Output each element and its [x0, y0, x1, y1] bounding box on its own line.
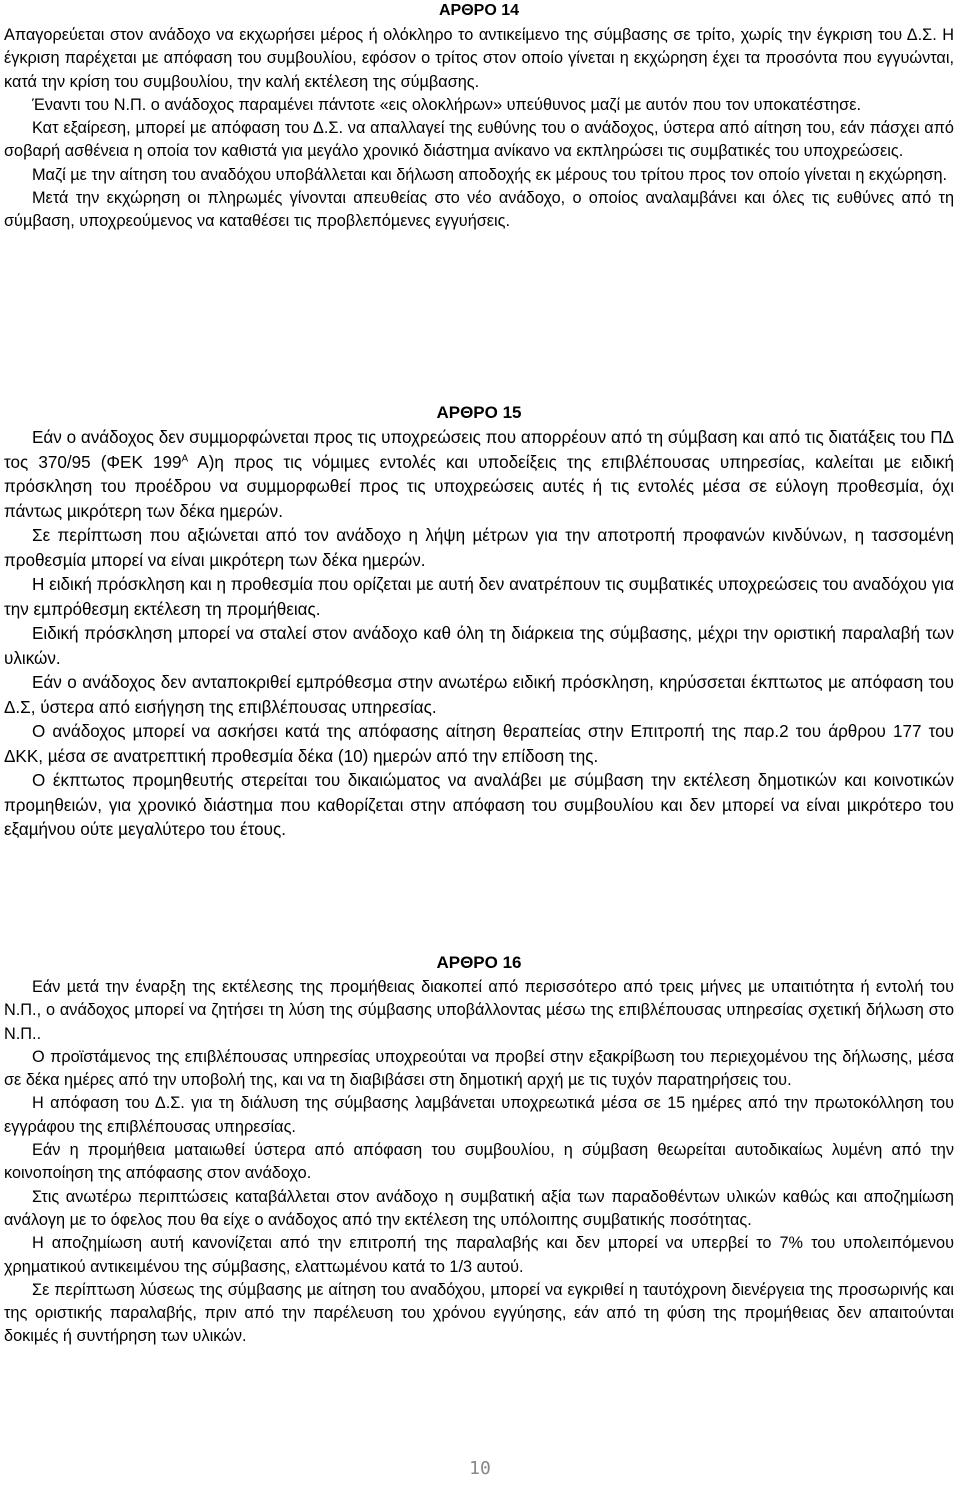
- article-15-paragraph-6: Ο ανάδοχος µπορεί να ασκήσει κατά της απόφασης αίτηση θεραπείας στην Επιτροπή της παρ.2 του άρθρου 177 του ΔΚΚ, µέσα σε ανατρεπτική προθεσµία δέκα (10) ηµερών από την επίδοση της.: [4, 722, 954, 766]
- article-14-paragraph-5: Μετά την εκχώρηση οι πληρωµές γίνονται απευθείας στο νέο ανάδοχο, ο οποίος αναλαµβάνει και όλες τις ευθύνες από τη σύµβαση, υποχρεούµενος να καταθέσει τις προβλεπόµενες εγγυήσεις.: [4, 189, 954, 231]
- article-15-paragraph-5: Εάν ο ανάδοχος δεν ανταποκριθεί εµπρόθεσµα στην ανωτέρω ειδική πρόσκληση, κηρύσσεται έκπτωτος µε απόφαση του Δ.Σ, ύστερα από εισήγηση της επιβλέπουσας υπηρεσίας.: [4, 673, 954, 717]
- article-15-paragraph-1: [4, 426, 954, 524]
- article-15-paragraph-1-start: Εάν ο ανάδοχος δεν συµµορφώνεται προς τις υποχρεώσεις που απορρέουν από τη σύµβαση και από τις διατάξεις του ΠΔ τος 370/95 (ΦΕΚ 199: [4, 428, 954, 472]
- article-15-paragraph-2: Σε περίπτωση που αξιώνεται από τον ανάδοχο η λήψη µέτρων για την αποτροπή προφανών κινδύνων, η τασσοµένη προθεσµία µπορεί να είναι µικρότερη των δέκα ηµερών.: [4, 526, 954, 570]
- article-15-title: ΑΡΘΡΟ 15: [436, 403, 522, 422]
- article-14-paragraph-3: Κατ εξαίρεση, µπορεί µε απόφαση του Δ.Σ. να απαλλαγεί της ευθύνης του ο ανάδοχος, ύστερα από αίτηση του, εάν πάσχει από σοβαρή ασθένεια η οποία τον καθιστά για µεγάλο χρονικό διάστηµα ανίκανο να εκπληρώσει τις συµβατικές του υποχρεώσεις.: [4, 119, 954, 161]
- article-16-paragraph-7: Σε περίπτωση λύσεως της σύµβασης µε αίτηση του αναδόχου, µπορεί να εγκριθεί η ταυτόχρονη διενέργεια της προσωρινής και της οριστικής παραλαβής, πριν από την παρέλευση του χρόνου εγγύησης, εάν από τη φύση της προµήθειας δεν απαιτούνται δοκιµές ή συντήρηση των υλικών.: [4, 1280, 954, 1346]
- article-15-paragraph-1-end: Α)η προς τις νόµιµες εντολές και υποδείξεις της επιβλέπουσας υπηρεσίας, καλείται µε ειδική πρόσκληση του προέδρου να συµµορφωθεί προς τις υποχρεώσεις αυτές ή τις εντολές µέσα σε εύλογη προθεσµία, όχι πάντως µικρότερη των δέκα ηµερών.: [4, 452, 954, 521]
- article-14: [4, 0, 954, 234]
- article-15-paragraph-7: Ο έκπτωτος προµηθευτής στερείται του δικαιώµατος να αναλάβει µε σύµβαση την εκτέλεση δηµοτικών και κοινοτικών προµηθειών, για χρονικό διάστηµα που καθορίζεται στην απόφαση του συµβουλίου και δεν µπορεί να είναι µικρότερο του εξαµήνου ούτε µεγαλύτερο του έτους.: [4, 771, 954, 839]
- article-16-paragraph-3: Η απόφαση του Δ.Σ. για τη διάλυση της σύµβασης λαµβάνεται υποχρεωτικά µέσα σε 15 ηµέρες από την πρωτοκόλληση του εγγράφου της επιβλέπουσας υπηρεσίας.: [4, 1094, 954, 1136]
- article-15-paragraph-3: Η ειδική πρόσκληση και η προθεσµία που ορίζεται µε αυτή δεν ανατρέπουν τις συµβατικές υποχρεώσεις του αναδόχου για την εµπρόθεσµη εκτέλεση τη προµήθειας.: [4, 575, 954, 619]
- article-16-paragraph-5: Στις ανωτέρω περιπτώσεις καταβάλλεται στον ανάδοχο η συµβατική αξία των παραδοθέντων υλικών καθώς και αποζηµίωση ανάλογη µε το όφελος που θα είχε ο ανάδοχος από την εκτέλεση της υπόλοιπης συµβατικής ποσότητας.: [4, 1187, 954, 1229]
- article-14-title: ΑΡΘΡΟ 14: [438, 2, 520, 19]
- article-16-paragraph-6: Η αποζηµίωση αυτή κανονίζεται από την επιτροπή της παραλαβής και δεν µπορεί να υπερβεί το 7% του υπολειπόµενου χρηµατικού αντικειµένου της σύµβασης, ελαττωµένου κατά το 1/3 αυτού.: [4, 1234, 954, 1276]
- article-14-paragraph-2: Έναντι του Ν.Π. ο ανάδοχος παραµένει πάντοτε «εις ολοκλήρων» υπεύθυνος µαζί µε αυτόν που τον υποκατέστησε.: [32, 95, 861, 114]
- article-16-paragraph-2: Ο προϊστάµενος της επιβλέπουσας υπηρεσίας υποχρεούται να προβεί στην εξακρίβωση του περιεχοµένου της δήλωσης, µέσα σε δέκα ηµέρες από την υποβολή της, και να τη διαβιβάσει στη δηµοτική αρχή µε τις τυχόν παρατηρήσεις του.: [4, 1047, 954, 1090]
- article-14-paragraph-4: Μαζί µε την αίτηση του αναδόχου υποβάλλεται και δήλωση αποδοχής εκ µέρους του τρίτου προς τον οποίο γίνεται η εκχώρηση.: [32, 165, 948, 184]
- article-16-paragraph-4: Εάν η προµήθεια µαταιωθεί ύστερα από απόφαση του συµβουλίου, η σύµβαση θεωρείται αυτοδικαίως λυµένη από την κοινοποίηση της απόφασης στον ανάδοχο.: [4, 1141, 954, 1183]
- fek-issue-superscript: Α: [181, 452, 189, 464]
- article-16-paragraph-1: Εάν µετά την έναρξη της εκτέλεσης της προµήθειας διακοπεί από περισσότερο από τρεις µήνες µε υπαιτιότητα ή εντολή του Ν.Π., ο ανάδοχος µπορεί να ζητήσει τη λύση της σύµβασης υποβάλλοντας µέσω της επιβλέπουσας υπηρεσίας σχετική δήλωση στο Ν.Π..: [4, 978, 954, 1043]
- article-15: [4, 400, 954, 843]
- article-16-title: ΑΡΘΡΟ 16: [436, 953, 522, 972]
- article-15-paragraph-4: Ειδική πρόσκληση µπορεί να σταλεί στον ανάδοχο καθ όλη τη διάρκεια της σύµβασης, µέχρι την οριστική παραλαβή των υλικών.: [4, 624, 954, 668]
- article-14-paragraph-1: Απαγορεύεται στον ανάδοχο να εκχωρήσει µέρος ή ολόκληρο το αντικείµενο της σύµβασης σε τρίτο, χωρίς την έγκριση του Δ.Σ. Η έγκριση παρέχεται µε απόφαση του συµβουλίου, εφόσον ο τρίτος στον οποίο γίνεται η εκχώρηση έχει τα προσόντα που εγγυώνται, κατά την κρίση του συµβουλίου, την καλή εκτέλεση της σύµβασης.: [4, 26, 954, 91]
- article-16: [4, 950, 954, 1349]
- page-number: 10: [469, 1458, 491, 1479]
